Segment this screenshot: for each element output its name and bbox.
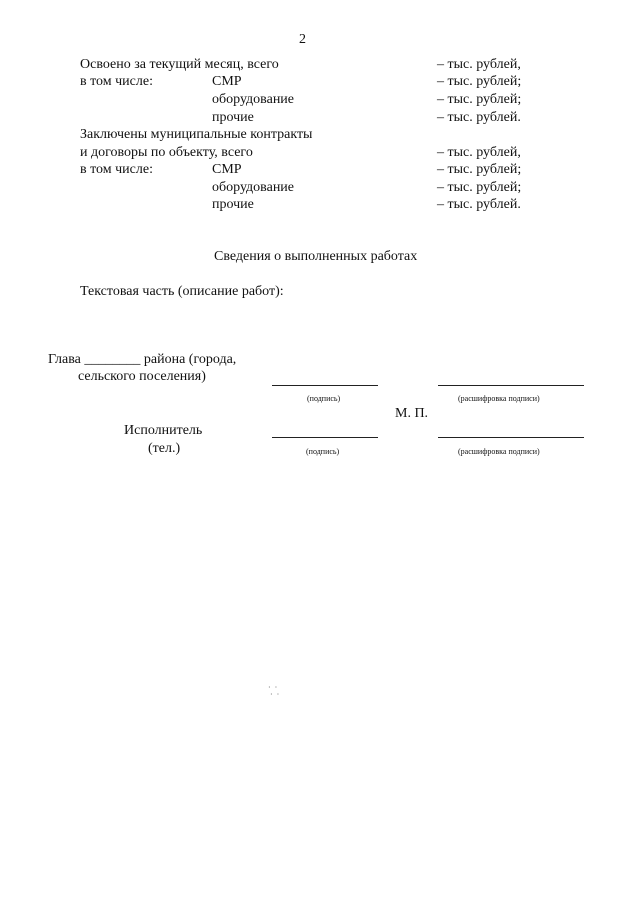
contracts-line2: и договоры по объекту, всего xyxy=(80,145,253,160)
contracts-cmp-label: СМР xyxy=(212,162,242,177)
contracts-including-label: в том числе: xyxy=(80,162,153,177)
contracts-total-unit: – тыс. рублей, xyxy=(437,145,521,160)
mastered-other-unit: – тыс. рублей. xyxy=(437,110,521,125)
mastered-total-unit: – тыс. рублей, xyxy=(437,57,521,72)
page-number: 2 xyxy=(299,32,306,47)
mastered-equipment-unit: – тыс. рублей; xyxy=(437,92,522,107)
contracts-line1: Заключены муниципальные контракты xyxy=(80,127,313,142)
contracts-equipment-unit: – тыс. рублей; xyxy=(437,180,522,195)
stamp-place: М. П. xyxy=(395,406,429,421)
works-heading: Сведения о выполненных работах xyxy=(214,249,418,264)
contracts-cmp-unit: – тыс. рублей; xyxy=(437,162,522,177)
mastered-cmp-unit: – тыс. рублей; xyxy=(437,74,522,89)
executor-label: Исполнитель xyxy=(124,423,203,438)
mastered-including-label: в том числе: xyxy=(80,74,153,89)
head-decode-caption: (расшифровка подписи) xyxy=(458,394,540,403)
head-signature-caption: (подпись) xyxy=(307,394,341,403)
head-title-line2: сельского поселения) xyxy=(78,369,206,384)
executor-phone-label: (тел.) xyxy=(148,441,181,456)
scan-speck: · · xyxy=(270,690,281,699)
contracts-other-unit: – тыс. рублей. xyxy=(437,197,521,212)
mastered-other-label: прочие xyxy=(212,110,254,125)
head-title-line1: Глава ________ района (города, xyxy=(48,352,237,367)
text-part-label: Текстовая часть (описание работ): xyxy=(80,284,284,299)
mastered-total-label: Освоено за текущий месяц, всего xyxy=(80,57,279,72)
head-signature-line xyxy=(272,385,378,386)
contracts-equipment-label: оборудование xyxy=(212,180,295,195)
mastered-cmp-label: СМР xyxy=(212,74,242,89)
executor-signature-caption: (подпись) xyxy=(306,447,340,456)
contracts-other-label: прочие xyxy=(212,197,254,212)
executor-decode-line xyxy=(438,437,584,438)
executor-decode-caption: (расшифровка подписи) xyxy=(458,447,540,456)
scan-speck: · · xyxy=(268,683,279,692)
executor-signature-line xyxy=(272,437,378,438)
head-decode-line xyxy=(438,385,584,386)
mastered-equipment-label: оборудование xyxy=(212,92,295,107)
